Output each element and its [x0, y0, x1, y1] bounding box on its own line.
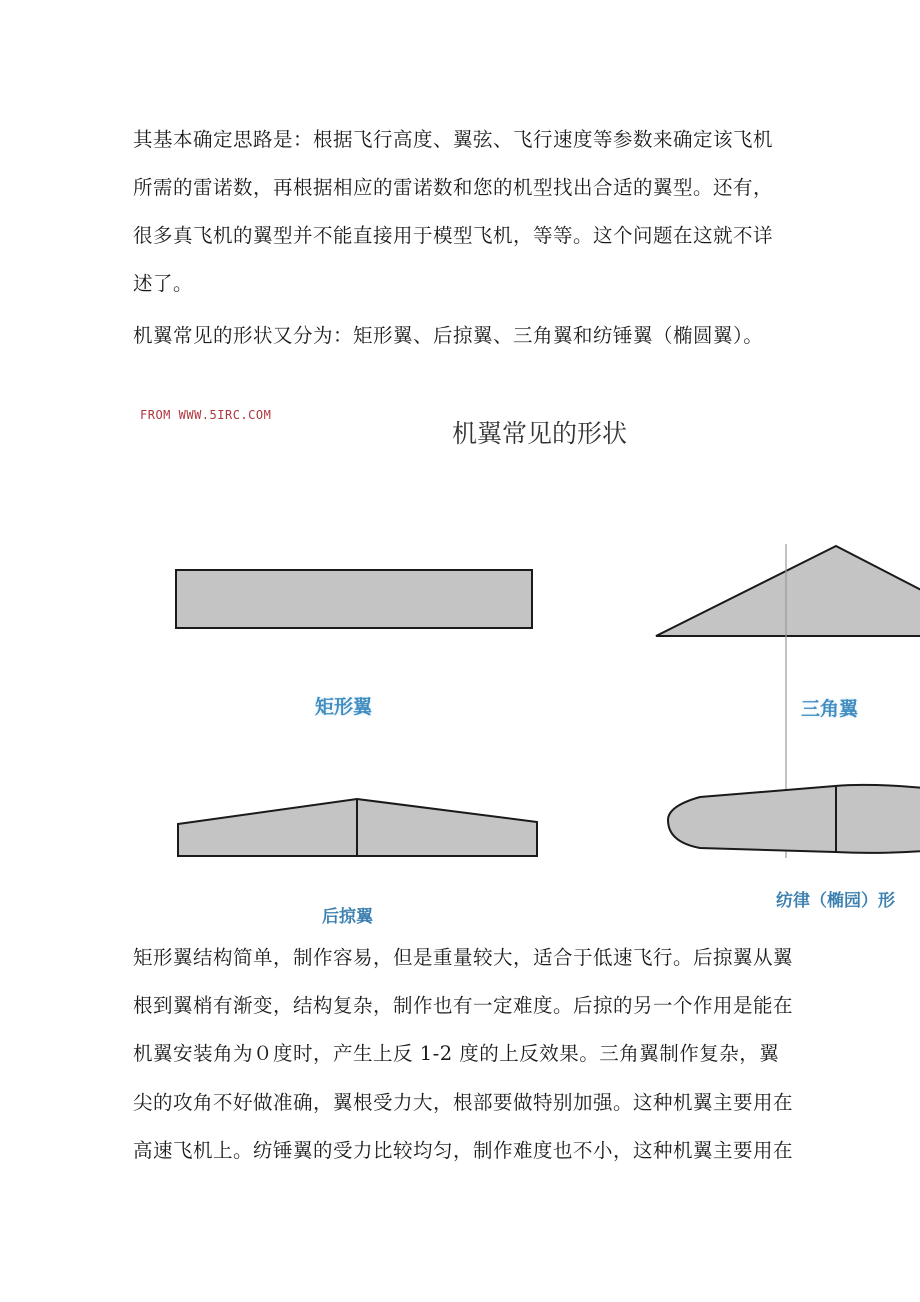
- body-paragraph: [133, 934, 793, 1175]
- body-line-4: 尖的攻角不好做准确，翼根受力大，根部要做特别加强。这种机翼主要用在: [133, 1090, 794, 1114]
- figure-title: 机翼常见的形状: [452, 419, 628, 448]
- intro-line-3: 很多真飞机的翼型并不能直接用于模型飞机，等等。这个问题在这就不详: [133, 224, 774, 247]
- body-line-2: 根到翼梢有渐变，结构复杂，制作也有一定难度。后掠的另一个作用是能在: [133, 994, 794, 1018]
- intro-line-2: 所需的雷诺数，再根据相应的雷诺数和您的机型找出合适的翼型。还有，: [133, 176, 774, 199]
- body-line-5: 高速飞机上。纺锤翼的受力比较均匀，制作难度也不小，这种机翼主要用在: [133, 1138, 794, 1162]
- delta-wing-label: 三角翼: [801, 698, 859, 720]
- delta-wing-shape: [656, 546, 920, 636]
- figure-source-note: FROM WWW.5IRC.COM: [140, 408, 272, 422]
- body-line-3: 机翼安装角为０度时，产生上反 1-2 度的上反效果。三角翼制作复杂，翼: [133, 1042, 780, 1066]
- intro-line-1: 其基本确定思路是：根据飞行高度、翼弦、飞行速度等参数来确定该飞机: [133, 128, 774, 151]
- wing-types-sentence: 机翼常见的形状又分为：矩形翼、后掠翼、三角翼和纺锤翼（椭圆翼）。: [133, 324, 764, 347]
- body-line-1: 矩形翼结构简单，制作容易，但是重量较大，适合于低速飞行。后掠翼从翼: [133, 946, 794, 969]
- elliptical-wing-shape: [668, 785, 920, 853]
- swept-wing-label: 后掠翼: [322, 907, 373, 927]
- rectangular-wing-shape: [176, 570, 532, 628]
- elliptical-wing-label: 纺律（椭园）形: [776, 891, 895, 911]
- rectangular-wing-label: 矩形翼: [315, 696, 373, 718]
- intro-line-4: 述了。: [133, 272, 194, 295]
